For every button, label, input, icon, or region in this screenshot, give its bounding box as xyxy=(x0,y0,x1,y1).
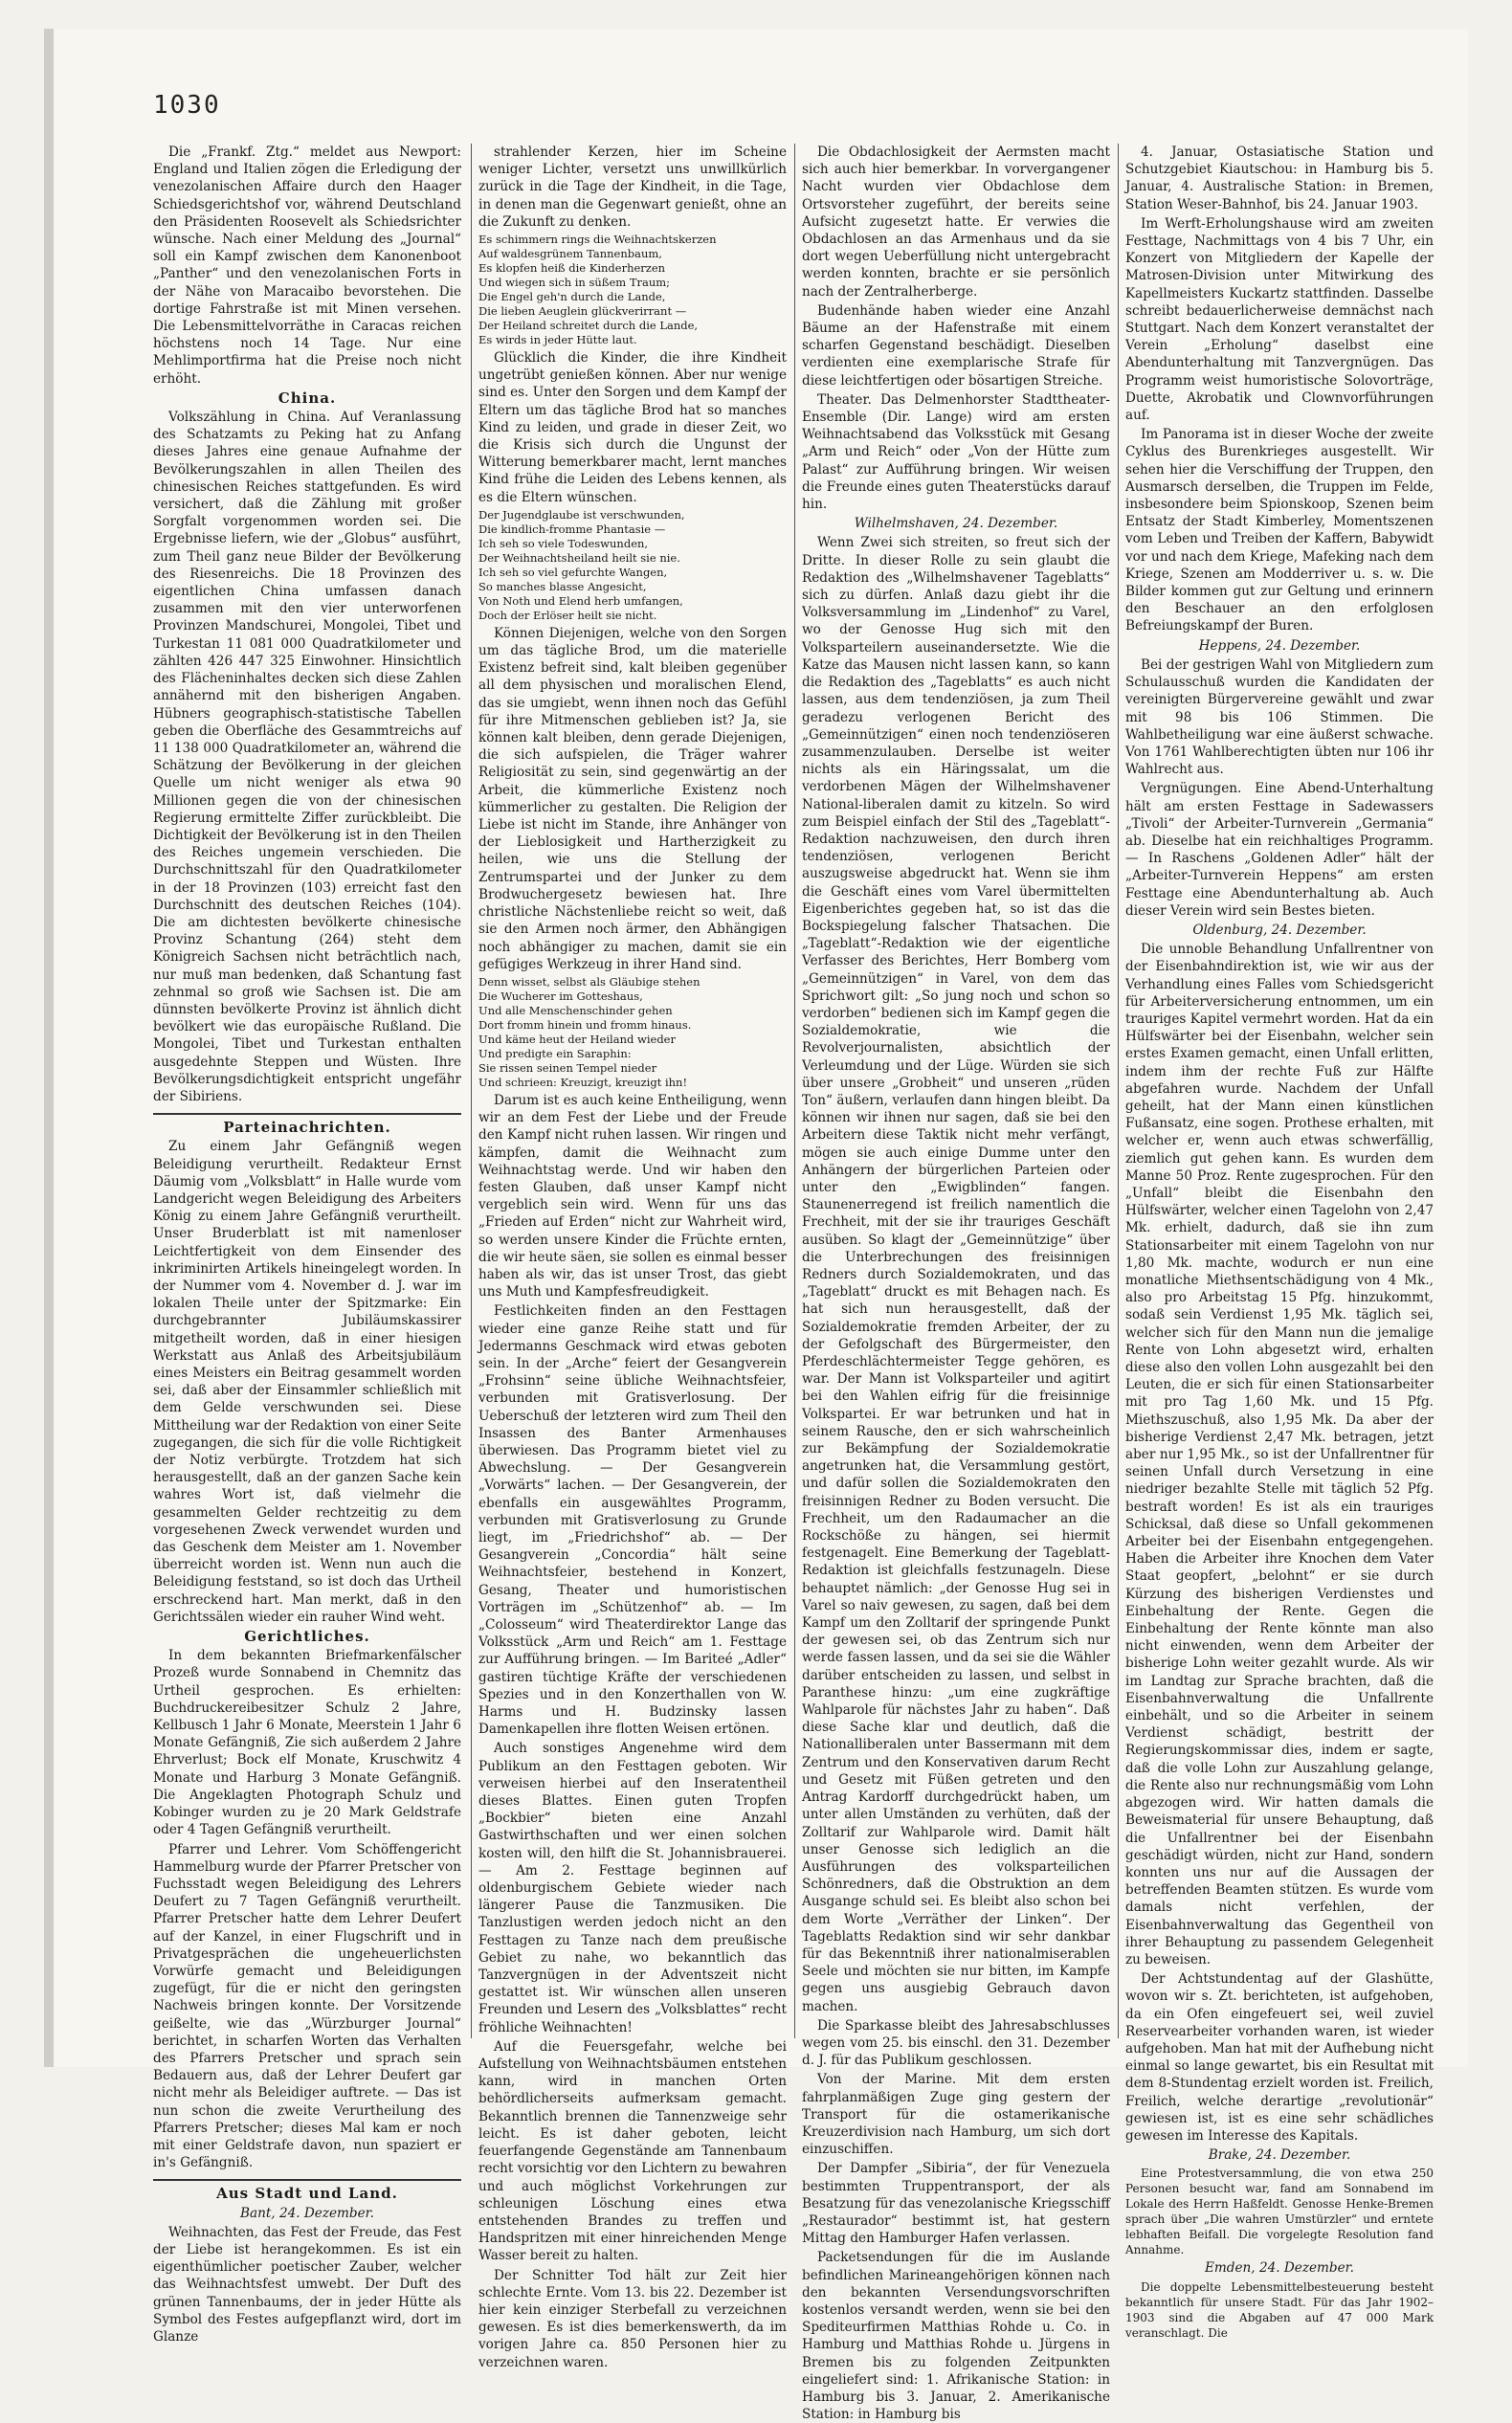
article-paragraph: Zu einem Jahr Gefängniß wegen Beleidigung verurtheilt. Redakteur Ernst Däumig vom „Volksblatt“ in Halle wurde vom Landgericht wegen Beleidigung des Arbeiters König zu einem Jahre Gefängniß verurtheilt. Unser Bruderblatt ist mit namenloser Leichtfertigkeit von dem Einsender des inkriminirten Artikels hineingelegt worden. In der Nummer vom 4. November d. J. war im lokalen Theile unter der Spitzmarke: Ein durchgebrannter Jubiläumskassirer mitgetheilt worden, daß in einer hiesigen Werkstatt aus Anlaß des Arbeitsjubiläum eines Meisters ein Beitrag gesammelt worden sei, daß aber der Einsammler schließlich mit dem Gelde verschwunden sei. Diese Mittheilung war der Redaktion von einer Seite zugegangen, die sich für die volle Richtigkeit der Notiz verbürgte. Trotzdem hat sich herausgestellt, daß an der ganzen Sache kein wahres Wort ist, daß vielmehr die gesammelten Gelder rechtzeitig zu dem vorgesehenen Zweck verwendet wurden und das Geschenk dem Meister am 1. November überreicht worden ist. Wenn nun auch die Beleidigung feststand, so ist doch das Urtheil erschreckend hart. Man merkt, daß in den Gerichtssälen wieder ein rauher Wind weht. xyxy=(153,1139,461,1625)
page-number: 1030 xyxy=(153,91,221,120)
article-paragraph: Packetsendungen für die im Auslande befindlichen Marineangehörigen können nach den bekannten Versendungsvorschriften kostenlos versandt werden, wenn sie bei den Spediteurfirmen Matthias Rohde u. Co. in Hamburg und Matthias Rohde u. Jürgens in Bremen bis zu folgenden Zeitpunkten eingeliefert sind: 1. Afrikanische Station: in Hamburg bis 3. Januar, 2. Amerikanische Station: in Hamburg bis xyxy=(802,2250,1110,2423)
article-paragraph: Der Dampfer „Sibiria“, der für Venezuela bestimmten Truppentransport, der als Besatzung für das venezolanische Kriegsschiff „Restaurador“ bestimmt ist, hat gestern Mittag den Hamburger Hafen verlassen. xyxy=(802,2161,1110,2247)
article-paragraph: Können Diejenigen, welche von den Sorgen um das tägliche Brod, um die materielle Existenz befreit sind, kalt bleiben gegenüber all dem physischen und moralischen Elend, das sie umgiebt, wenn ihnen noch das Gefühl für ihre Mitmenschen geblieben ist? Ja, sie können kalt bleiben, denn gerade Diejenigen, die sich aufspielen, die Träger wahrer Religiosität zu sein, sind gegenwärtig an der Arbeit, die kümmerliche Existenz noch kümmerlicher zu gestalten. Die Religion der Liebe ist nicht im Stande, ihre Anhänger von der Lieblosigkeit und Hartherzigkeit zu heilen, wie uns die Stellung der Zentrumspartei und der Junker zu dem Brodwuchergesetz bewiesen hat. Ihre christliche Nächstenliebe reicht so weit, daß sie den Armen noch ärmer, den Abhängigen noch abhängiger zu machen, damit sie ein gefügiges Werkzeug in ihrer Hand sind. xyxy=(478,625,787,972)
article-paragraph: Auch sonstiges Angenehme wird dem Publikum an den Festtagen geboten. Wir verweisen hierbei auf den Inseratentheil dieses Blattes. Einen guten Tropfen „Bockbier“ bieten eine Anzahl Gastwirthschaften und wer einen solchen kosten will, den hilft die St. Johannisbrauerei. — Am 2. Festtage beginnen auf oldenburgischem Gebiete wieder nach längerer Pause die Tanzmusiken. Die Tanzlustigen werden jedoch nicht an den Festtagen zu Tanze nach dem preußische Gebiet zu nahe, wo bekanntlich das Tanzvergnügen in der Adventszeit nicht gestattet ist. Wir wünschen allen unseren Freunden und Lesern des „Volksblattes“ recht fröhliche Weihnachten! xyxy=(478,1741,787,2035)
poem-verse: Denn wisset, selbst als Gläubige stehen Die Wucherer im Gotteshaus, Und alle Menschenschinder gehen Dort fromm hinein und fromm hinaus. Und käme heut der Heiland wieder Und predigte ein Saraphin: Sie rissen seinen Tempel nieder Und schrieen: Kreuzigt, kreuzigt ihn! xyxy=(478,974,700,1089)
dateline: Brake, 24. Dezember. xyxy=(1208,2147,1351,2164)
article-paragraph: strahlender Kerzen, hier im Scheine weniger Lichter, versetzt uns unwillkürlich zurück in die Tage der Kindheit, in die Tage, in denen man die Gegenwart genießt, ohne an die Zukunft zu denken. xyxy=(478,144,787,230)
article-paragraph: Glücklich die Kinder, die ihre Kindheit ungetrübt genießen können. Aber nur wenige sind es. Unter den Sorgen und dem Kampf der Eltern um das tägliche Brod hat so manches Kind zu leiden, und grade in dieser Zeit, wo die Krisis sich durch die Ungunst der Witterung bemerkbarer macht, lernt manches Kind frühe die Leiden des Lebens kennen, als es die Eltern wünschen. xyxy=(478,350,787,505)
article-paragraph: Die doppelte Lebensmittelbesteuerung besteht bekanntlich für unsere Stadt. Für das Jahr 1902–1903 sind die Abgaben auf 47 000 Mark veranschlagt. Die xyxy=(1125,2279,1434,2340)
article-paragraph: Der Schnitter Tod hält zur Zeit hier schlechte Ernte. Vom 13. bis 22. Dezember ist hier kein einziger Sterbefall zu verzeichnen gewesen. Es ist dies bemerkenswerth, da im vorigen Jahre ca. 850 Personen hier zu verzeichnen waren. xyxy=(478,2267,787,2370)
article-paragraph: Volkszählung in China. Auf Veranlassung des Schatzamts zu Peking hat zu Anfang dieses Jahres eine genaue Aufnahme der Bevölkerungszahlen in allen Theilen des chinesischen Reiches stattgefunden. Es wird versichert, daß die Zählung mit großer Sorgfalt vorgenommen worden sei. Die Ergebnisse liefern, wie der „Globus“ ausführt, zum Theil ganz neue Bilder der Bevölkerung des Riesenreichs. Die 18 Provinzen des eigentlichen China umfassen danach zusammen mit den vier unterworfenen Provinzen Mandschurei, Mongolei, Tibet und Turkestan 11 081 000 Quadratkilometer und zählten 426 447 325 Einwohner. Hinsichtlich des Flächeninhaltes decken sich diese Zahlen annähernd mit den bisherigen Angaben. Hübners geographisch-statistische Tabellen geben die Oberfläche des Gesammtreichs auf 11 138 000 Quadratkilometer an, während die Schätzung der Bevölkerung in der gleichen Quelle um nicht weniger als etwa 90 Millionen gegen die von der chinesischen Regierung ermittelte Ziffer zurückbleibt. Die Dichtigkeit der Bevölkerung ist in den Theilen des Reiches ungemein verschieden. Die Durchschnittszahl für den Quadratkilometer in der 18 Provinzen (103) erreicht fast den Durchschnitt des deutschen Reiches (104). Die am dichtesten bevölkerte chinesische Provinz Schantung (264) steht dem Königreich Sachsen nicht beträchtlich nach, nur muß man bedenken, daß Schantung fast zehnmal so groß wie Sachsen ist. Die am dünnsten bevölkerte Provinz ist ähnlich dicht bevölkert wie das europäische Rußland. Die Mongolei, Tibet und Turkestan enthalten ausgedehnte Steppen und Wüsten. Ihre Bevölkerungsdichtigkeit entspricht ungefähr der Sibiriens. xyxy=(153,410,461,1104)
section-divider xyxy=(153,2179,461,2181)
column-3 xyxy=(802,144,1110,2423)
article-paragraph: Die Sparkasse bleibt des Jahresabschlusses wegen vom 25. bis einschl. den 31. Dezember d. J. für das Publikum geschlossen. xyxy=(802,2017,1110,2069)
column-4 xyxy=(1125,144,1434,2340)
article-paragraph: Wenn Zwei sich streiten, so freut sich der Dritte. In dieser Rolle zu sein glaubt die Redaktion des „Wilhelmshavener Tageblatts“ sich zu dürfen. Anlaß dazu giebt ihr die Volksversammlung im „Lindenhof“ zu Varel, wo der Genosse Hug sich mit den Volksparteilern auseinandersetzte. Wie die Katze das Mausen nicht lassen kann, so kann die Redaktion des „Tageblatts“ es auch nicht lassen, aus dem tendenziösen, ja zum Theil geradezu verlogenen Bericht des „Gemeinnützigen“ einen noch tendenziöseren zusammenzulauben. Derselbe ist weiter nichts als ein Häringssalat, um die verdorbenen Mägen der Wilhelmshavener National-liberalen damit zu kitzeln. So wird zum Beispiel einfach der Stil des „Tageblatt“-Redaktion nachzuweisen, den durch ihren tendenziösen, verlogenen Bericht auszugsweise abgedruckt hat. Wenn sie ihm die Geschäft eines vom Varel übermittelten Eigenberichtes gegeben hat, so ist das die Bockspiegelung falscher Thatsachen. Die „Tageblatt“-Redaktion wie der eigentliche Verfasser des Berichtes, Herr Bomberg vom „Gemeinnützigen“ in Varel, von dem das Sprichwort gilt: „So jung noch und schon so verdorben“ bedienen sich im Kampf gegen die Sozialdemokratie, wie die Revolverjournalisten, absichtlich der Verleumdung und der Lüge. Würden sie sich über unsere „Grobheit“ und unseren „rüden Ton“ äußern, verlaufen dann hingen bleibt. Da können wir ihnen nur sagen, daß sie bei den Arbeitern diese Taktik nicht mehr verfängt, mögen sie auch einige Dumme unter den Anhängern der bürgerlichen Parteien oder unter den „Ewigblinden“ fangen. Staunenerregend ist freilich namentlich die Frechheit, mit der sie ihr trauriges Geschäft ausüben. So klagt der „Gemeinnützige“ über die Unterbrechungen des freisinnigen Redners durch Sozialdemokraten, und das „Tageblatt“ druckt es mit Behagen nach. Es hat sich nun herausgestellt, daß der Sozialdemokratie fremden Arbeiter, der zu der Gefolgschaft des Bürgermeister, den Pferdeschlächtermeister Tegge gehören, es war. Der Mann ist Volksparteiler und agitirt bei den Wahlen eifrig für die freisinnige Volkspartei. Er war betrunken und hat in seinem Rausche, den er sich wahrscheinlich zur Bekämpfung der Sozialdemokratie angetrunken hat, die Versammlung gestört, und dafür sollen die Sozialdemokraten den freisinnigen Redner zu Boden versucht. Die Frechheit, um den Radaumacher an die Rockschöße zu hängen, sei hiermit festgenagelt. Eine Bemerkung der Tageblatt-Redaktion ist gleichfalls festzunageln. Diese behauptet nämlich: „der Genosse Hug sei in Varel so naiv gewesen, zu sagen, daß bei dem Kampf um den Zolltarif der springende Punkt der gewesen sei, ob das Zentrum sich nur werde fassen lassen, und da sei sie die Wähler darüber entscheiden zu lassen, und selbst in Paranthese hinzu: „um eine zugkräftige Wahlparole für nächstes Jahr zu haben“. Daß diese Sache klar und deutlich, daß die Nationalliberalen unter Bassermann mit dem Zentrum und den Konservativen darum Recht und Gesetz mit Füßen getreten und den Antrag Kardorff durchgedrückt haben, um unter allen Umständen zu verhüten, daß der Zolltarif zur Wahlparole wird. Damit hält unser Genosse sich lediglich an die Ausführungen des volksparteilichen Schönredners, daß die Obstruktion an dem Ausgange schuld sei. Es bleibt also schon bei dem Worte „Verräther der Linken“. Der Tageblatts Redaktion sind wir sehr dankbar für das Bekenntniß ihrer nationalmiserablen Seele und möchten sie nur bitten, im Kampfe gegen uns ausgiebig Gebrauch davon machen. xyxy=(802,535,1110,2014)
article-paragraph: Die unnoble Behandlung Unfallrentner von der Eisenbahndirektion ist, wie wir aus der Verhandlung eines Falles vom Schiedsgericht für Arbeiterversicherung entnommen, um ein trauriges Kapitel vermehrt worden. Hat da ein Hülfswärter bei der Eisenbahn, welcher sein erstes Examen gemacht, einen Unfall erlitten, indem ihm der rechte Fuß zur Hälfte abgefahren wurde. Nachdem der Unfall geheilt, hat der Mann einen künstlichen Fußansatz, eine sogen. Prothese erhalten, mit welcher er, wenn auch etwas schwerfällig, ziemlich gut gehen kann. Es wurden dem Manne 50 Proz. Rente zugesprochen. Für den „Unfall“ bleibt die Eisenbahn den Hülfswärter, welcher einen Tagelohn von 2,47 Mk. erhielt, dadurch, daß sie ihn zum Stationsarbeiter mit einem Tagelohn von nur 1,80 Mk. machte, wodurch er nun eine monatliche Miethsentschädigung von 4 Mk., also pro Arbeitstag 15 Pfg. hinzukommt, sodaß sein Verdienst 1,95 Mk. täglich sei, welcher sich für den Mann nun die jemalige Rente von Lohn abgesetzt wird, erhalten diese also den vollen Lohn ausgezahlt bei den Leuten, die er sich für einen Stationsarbeiter mit pro Tag 1,60 Mk. und 15 Pfg. Miethszuschuß, also 1,95 Mk. Da aber der bisherige Verdienst 2,47 Mk. betragen, jetzt aber nur 1,95 Mk., so ist der Unfallrentner für seinen Unfall durch Versetzung in eine niedriger bezahlte Stelle mit täglich 52 Pfg. bestraft worden! Es ist als ein trauriges Schicksal, daß diese so Unfall gekommenen Arbeiter bei der Eisenbahn entgegengehen. Haben die Arbeiter ihre Knochen dem Vater Staat geopfert, „belohnt“ er sie durch Kürzung des bisherigen Verdienstes und Einbehaltung der Rente. Gegen die Einbehaltung der Rente könnte man also nicht einwenden, wenn dem Arbeiter der bisherige Lohn weiter gezahlt wurde. Als wir im Landtag zur Sprache brachten, daß die Eisenbahnverwaltung die Unfallrente einbehält, und so die Arbeiter in seinem Verdienst schädigt, bestritt der Regierungskommissar dies, indem er sagte, daß die volle Lohn zur Auszahlung gelange, die Rente also nur rechnungsmäßig vom Lohn abgezogen wird. Wir hatten damals die Beweismaterial für unsere Behauptung, daß die Unfallrentner bei der Eisenbahn geschädigt würden, nicht zur Hand, sondern konnten uns nur auf die Aussagen der betreffenden Beamten stützen. Es wurde vom damals nicht verfehlen, der Eisenbahnverwaltung das Gegentheil von ihrer Behauptung zu passendem Gelegenheit zu beweisen. xyxy=(1125,942,1434,1967)
article-paragraph: In dem bekannten Briefmarkenfälscher Prozeß wurde Sonnabend in Chemnitz das Urtheil gesprochen. Es erhielten: Buchdruckereibesitzer Schulz 2 Jahre, Kellbusch 1 Jahr 6 Monate, Meerstein 1 Jahr 6 Monate Gefängniß, Zie sich außerdem 2 Jahre Ehrverlust; Bock elf Monate, Kruschwitz 4 Monate und Harburg 3 Monate Gefängniß. Die Angeklagten Photograph Schulz und Kobinger wurden zu je 20 Mark Geldstrafe oder 4 Tagen Gefängniß verurtheilt. xyxy=(153,1648,461,1838)
article-paragraph: Auf die Feuersgefahr, welche bei Aufstellung von Weihnachtsbäumen entstehen kann, wird in manchen Orten behördlicherseits aufmerksam gemacht. Bekanntlich brennen die Tannenzweige sehr leicht. Es ist daher geboten, leicht feuerfangende Gegenstände am Tannenbaum recht vorsichtig vor den Lichtern zu bewahren und auch möglichst Vorkehrungen zur schleunigen Löschung eines etwa entstehenden Brandes zu treffen und Handspritzen mit einer hinreichenden Menge Wasser bereit zu halten. xyxy=(478,2038,787,2264)
dateline: Emden, 24. Dezember. xyxy=(1204,2260,1354,2277)
dateline: Bant, 24. Dezember. xyxy=(239,2205,374,2221)
section-heading: Aus Stadt und Land. xyxy=(216,2185,398,2203)
article-paragraph: Vergnügungen. Eine Abend-Unterhaltung hält am ersten Festtage in Sadewassers „Tivoli“ der Arbeiter-Turnverein „Germania“ ab. Dieselbe hat ein reichhaltiges Programm. — In Raschens „Goldenen Adler“ hält der „Arbeiter-Turnverein Heppens“ am ersten Festtage eine Abendunterhaltung ab. Auch dieser Verein wird sein Bestes bieten. xyxy=(1125,781,1434,919)
article-paragraph: Festlichkeiten finden an den Festtagen wieder eine ganze Reihe statt und für Jedermanns Geschmack wird etwas geboten sein. In der „Arche“ feiert der Gesangverein „Frohsinn“ seine übliche Weihnachtsfeier, verbunden mit Gratisverlosung. Der Ueberschuß der letzteren wird zum Theil den Insassen des Banter Armenhauses überwiesen. Das Programm bietet viel zu Abwechslung. — Der Gesangverein „Vorwärts“ lachen. — Der Gesangverein, der ebenfalls ein ausgewähltes Programm, verbunden mit Gratisverlosung zu Grunde liegt, im „Friedrichshof“ ab. — Der Gesangverein „Concordia“ hält seine Weihnachtsfeier, bestehend in Konzert, Gesang, Theater und humoristischen Vorträgen im „Schützenhof“ ab. — Im „Colosseum“ wird Theaterdirektor Lange das Volksstück „Arm und Reich“ am 1. Festtage zur Aufführung bringen. — Im Bariteé „Adler“ gastiren tüchtige Kräfte der verschiedenen Spezies und in den Konzerthallen von W. Harms und H. Budzinsky lassen Damenkapellen ihre flotten Weisen ertönen. xyxy=(478,1303,787,1738)
article-paragraph: Der Achtstundentag auf der Glashütte, wovon wir s. Zt. berichteten, ist aufgehoben, da ein Ofen eingefeuert sei, weil zuviel Reservearbeiter vorhanden waren, ist wieder aufgehoben. Man hat mit der Aufhebung nicht einmal so lange gewartet, bis ein Resultat mit dem 8-Stundentag erzielt worden ist. Freilich, Freilich, welche derartige „revolutionär“ gewiesen ist, ist es eine sehr schädliches gewesen im Interesse des Kapitals. xyxy=(1125,1971,1434,2144)
column-rule xyxy=(1118,144,1119,2038)
dateline: Wilhelmshaven, 24. Dezember. xyxy=(854,516,1058,532)
article-paragraph: Die Obdachlosigkeit der Aermsten macht sich auch hier bemerkbar. In vorvergangener Nacht wurden vier Obdachlose dem Ortsvorsteher zugeführt, der bereits seine Aufsicht zugesetzt hatte. Er verwies die Obdachlosen an das Armenhaus und da sie dort wegen Ueberfüllung nicht untergebracht werden konnten, brachte er sie persönlich nach der Zentralherberge. xyxy=(802,144,1110,300)
article-paragraph: Die „Frankf. Ztg.“ meldet aus Newport: England und Italien zögen die Erledigung der venezolanischen Affaire durch den Haager Schiedsgerichtshof vor, während Deutschland den Präsidenten Roosevelt als Schiedsrichter wünsche. Nach einer Meldung des „Journal“ soll ein Kampf zwischen dem Kanonenboot „Panther“ und den venezolanischen Forts in der Nähe von Maracaibo bevorstehen. Die dortige Fahrstraße ist mit Minen versehen. Die Lebensmittelvorräthe in Caracas reichen höchstens noch 14 Tage. Nur eine Mehlimportfirma hat die Preise noch nicht erhöht. xyxy=(153,144,461,387)
section-divider xyxy=(153,1113,461,1115)
article-paragraph: Im Werft-Erholungshause wird am zweiten Festtage, Nachmittags von 4 bis 7 Uhr, ein Konzert von Mitgliedern der Kapelle der Matrosen-Division unter Mitwirkung des Kapellmeisters Kuckartz stattfinden. Dasselbe schreibt bedauerlicherweise demnächst nach Stuttgart. Nach dem Konzert veranstaltet der Verein „Erholung“ daselbst eine Abendunterhaltung mit Tanzvergnügen. Das Programm weist humoristische Solovorträge, Duette, Akrobatik und Clownvorführungen auf. xyxy=(1125,215,1434,424)
article-paragraph: Im Panorama ist in dieser Woche der zweite Cyklus des Burenkrieges ausgestellt. Wir sehen hier die Verschiffung der Truppen, den Ausmarsch derselben, die Truppen im Felde, insbesondere beim Spionskoop, Szenen beim Entsatz der Stadt Kimberley, Momentszenen vom Leben und Treiben der Kaffern, Babywidt vor und nach dem Kriege, Mafeking nach dem Kriege, Szenen am Modderriver u. s. w. Die Bilder kommen gut zur Geltung und erinnern den Beschauer an den erfolglosen Befreiungskampf der Buren. xyxy=(1125,427,1434,634)
article-paragraph: 4. Januar, Ostasiatische Station und Schutzgebiet Kiautschou: in Hamburg bis 5. Januar, 4. Australische Station: in Bremen, Station Weser-Bahnhof, bis 24. Januar 1903. xyxy=(1125,144,1434,212)
section-heading: Parteinachrichten. xyxy=(223,1119,391,1137)
article-paragraph: Weihnachten, das Fest der Freude, das Fest der Liebe ist herangekommen. Es ist ein eigenthümlicher poetischer Zauber, welcher das Weihnachtsfest umwebt. Der Duft des grünen Tannenbaums, der in jeder Hütte als Symbol des Festes aufgepflanzt wird, dort im Glanze xyxy=(153,2224,461,2345)
column-rule xyxy=(471,144,472,2038)
dateline: Heppens, 24. Dezember. xyxy=(1198,637,1361,654)
article-paragraph: Theater. Das Delmenhorster Stadttheater-Ensemble (Dir. Lange) wird am ersten Weihnachtsabend das Volksstück mit Gesang „Arm und Reich“ oder „Von der Hütte zum Palast“ zur Aufführung bringen. Wir weisen die Freunde eines guten Theaterstücks darauf hin. xyxy=(802,391,1110,513)
column-rule xyxy=(794,144,795,2038)
article-paragraph: Pfarrer und Lehrer. Vom Schöffengericht Hammelburg wurde der Pfarrer Pretscher von Fuchsstadt wegen Beleidigung des Lehrers Deufert zu 7 Tagen Gefängniß verurtheilt. Pfarrer Pretscher hatte dem Lehrer Deufert auf der Kanzel, in einer Flugschrift und in Privatgesprächen die ungeheuerlichsten Vorwürfe gemacht und Beleidigungen zugefügt, für die er nicht den geringsten Nachweis bringen konnte. Der Vorsitzende geißelte, wie das „Würzburger Journal“ berichtet, in scharfen Worten das Verhalten des Pfarrers Pretscher und sprach sein Bedauern aus, daß der Lehrer Deufert gar nicht mehr als Beleidiger auftrete. — Das ist nun schon die zweite Verurtheilung des Pfarrers Pretscher; dieses Mal kam er noch mit einer Geldstrafe davon, nun spaziert er in's Gefängniß. xyxy=(153,1841,461,2171)
poem-verse: Es schimmern rings die Weihnachtskerzen Auf waldesgrünem Tannenbaum, Es klopfen heiß die Kinderherzen Und wiegen sich in süßem Traum; Die Engel geh'n durch die Lande, Die lieben Aeuglein glückverirrant — Der Heiland schreitet durch die Lande, Es wirds in jeder Hütte laut. xyxy=(478,233,717,347)
column-2 xyxy=(478,144,787,2370)
article-paragraph: Bei der gestrigen Wahl von Mitgliedern zum Schulausschuß wurden die Kandidaten der vereinigten Bürgervereine gewählt und zwar mit 98 bis 106 Stimmen. Die Wahlbetheiligung war eine äußerst schwache. Von 1761 Wahlberechtigten übten nur 106 ihr Wahlrecht aus. xyxy=(1125,656,1434,778)
article-paragraph: Budenhände haben wieder eine Anzahl Bäume an der Hafenstraße mit einem scharfen Gegenstand beschädigt. Dieselben verdienten eine exemplarische Strafe für diese leichtfertigen oder bösartigen Streiche. xyxy=(802,302,1110,389)
article-paragraph: Eine Protestversammlung, die von etwa 250 Personen besucht war, fand am Sonnabend im Lokale des Herrn Haßfeldt. Genosse Henke-Bremen sprach über „Die wahren Umstürzler“ und erntete lebhaften Beifall. Die vorgelegte Resolution fand Annahme. xyxy=(1125,2167,1434,2257)
section-heading: Gerichtliches. xyxy=(244,1628,370,1646)
dateline: Oldenburg, 24. Dezember. xyxy=(1192,922,1367,938)
article-paragraph: Von der Marine. Mit dem ersten fahrplanmäßigen Zuge ging gestern der Transport für die ostamerikanische Kreuzerdivision nach Hamburg, um sich dort einzuschiffen. xyxy=(802,2072,1110,2158)
column-1 xyxy=(153,144,461,2345)
section-heading: China. xyxy=(278,389,337,407)
poem-verse: Der Jugendglaube ist verschwunden, Die kindlich-fromme Phantasie — Ich seh so viele Todeswunden, Der Weihnachtsheiland heilt sie nie. Ich seh so viel gefurchte Wangen, So manches blasse Angesicht, Von Noth und Elend herb umfangen, Doch der Erlöser heilt sie nicht. xyxy=(478,507,685,622)
article-paragraph: Darum ist es auch keine Entheiligung, wenn wir an dem Fest der Liebe und der Freude den Kampf nicht ruhen lassen. Wir ringen und kämpfen, damit die Weihnacht zum Weihnachtstag werde. Und wir haben den festen Glauben, daß unser Kampf nicht vergeblich sein wird. Wenn für uns das „Frieden auf Erden“ nicht zur Wahrheit wird, so werden unsere Kinder die Früchte ernten, die wir heute säen, sie sollen es einmal besser haben als wir, das ist unser Trost, das giebt uns Muth und Kampfesfreudigkeit. xyxy=(478,1092,787,1300)
